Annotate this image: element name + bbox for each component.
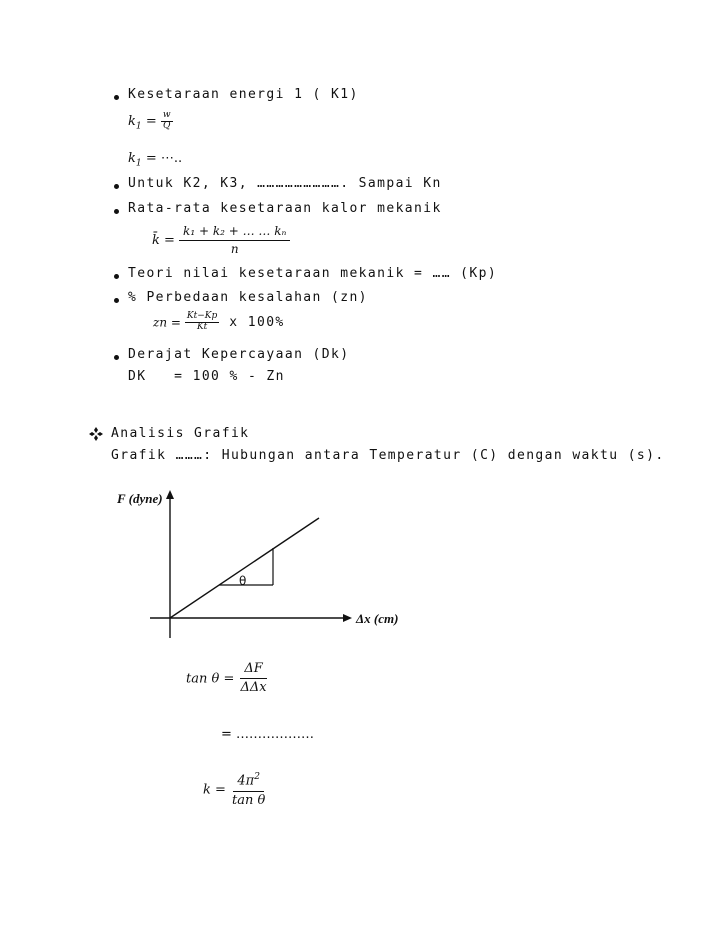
- analysis-subtitle: Grafik ………: Hubungan antara Temperatur (C) dengan waktu (s).: [111, 448, 665, 463]
- bullet-diff: [114, 298, 119, 303]
- tan-formula: [186, 662, 269, 696]
- k1-numerator: w: [162, 110, 171, 120]
- bullet-k-others: [114, 184, 119, 189]
- k1-sub: 1: [135, 121, 142, 132]
- x-axis-label: Δx (cm): [356, 611, 399, 626]
- tan-numerator: ΔF: [240, 662, 266, 679]
- y-axis-arrow: [166, 490, 174, 499]
- tan-fraction: [238, 662, 268, 696]
- avg-lhs: k̄ =: [152, 233, 175, 249]
- bullet-k1: [114, 95, 119, 100]
- angle-label: θ: [239, 574, 247, 588]
- k1-value: = ⋯..: [145, 151, 183, 166]
- tan-lhs: tan θ =: [186, 671, 235, 687]
- k-others: Untuk K2, K3, ………………………. Sampai Kn: [128, 176, 442, 191]
- diff-fraction: [185, 312, 219, 333]
- conf-formula: DK = 100 % - Zn: [128, 369, 285, 384]
- k-numerator: $4\pi^2$: [233, 772, 264, 792]
- k-denominator: tan θ: [232, 792, 266, 808]
- diff-denominator: Kt: [196, 321, 208, 332]
- k1-formula: $k_1$ = $\frac{w}{Q}$: [128, 110, 171, 132]
- bullet-avg: [114, 209, 119, 214]
- avg-fraction: [179, 225, 290, 256]
- diff-title: % Perbedaan kesalahan (zn): [128, 290, 368, 305]
- x-axis-arrow: [343, 614, 352, 622]
- k1-lhs: k: [128, 113, 136, 129]
- avg-formula: [152, 225, 290, 256]
- avg-denominator: n: [230, 242, 239, 257]
- k1-title: Kesetaraan energi 1 ( K1): [128, 87, 359, 102]
- k-fraction: [230, 772, 267, 808]
- bullet-theory: [114, 274, 119, 279]
- avg-numerator: k₁ + k₂ + … … kₙ: [179, 225, 290, 241]
- tan-denominator: ΔΔx: [240, 680, 267, 696]
- result-line: = ………………: [221, 727, 315, 742]
- diff-lhs: zn =: [153, 315, 181, 330]
- k1-fraction: [161, 111, 173, 132]
- diff-numerator: Kt−Kp: [186, 311, 218, 321]
- k-numerator-exponent: 2: [254, 772, 261, 782]
- data-line: [170, 518, 319, 618]
- k1-value-line: $k_1$ = ⋯..: [128, 151, 183, 169]
- y-axis-label: F (dyne): [117, 491, 163, 506]
- bullet-conf: [114, 355, 119, 360]
- diff-factor: x 100%: [229, 314, 285, 330]
- avg-title: Rata-rata kesetaraan kalor mekanik: [128, 201, 442, 216]
- analysis-title: Analisis Grafik: [111, 426, 250, 441]
- k-lhs: k =: [203, 782, 226, 798]
- diff-formula: [153, 312, 285, 333]
- diamond-bullet-icon: [88, 426, 104, 442]
- conf-title: Derajat Kepercayaan (Dk): [128, 347, 350, 362]
- theory: Teori nilai kesetaraan mekanik = …… (Kp): [128, 266, 498, 281]
- k-formula: [203, 772, 267, 808]
- k1-denominator: Q: [163, 120, 171, 131]
